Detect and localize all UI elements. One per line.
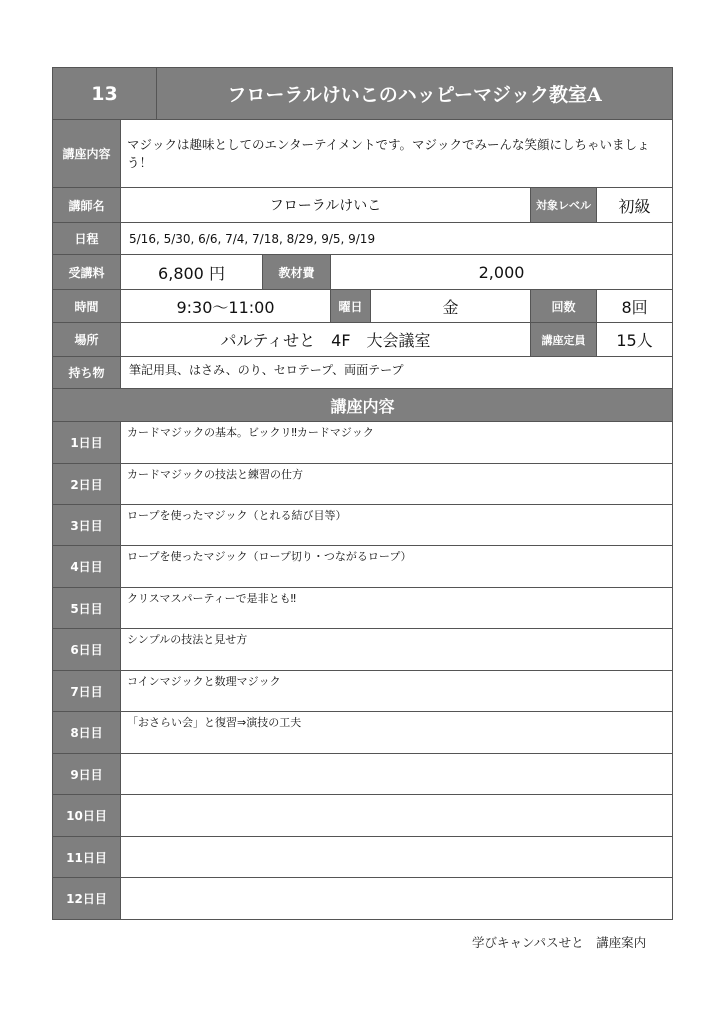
day-row [53,505,673,546]
day-row [53,588,673,629]
weekday-label: 曜日 [331,290,371,323]
bring-value: 筆記用具、はさみ、のり、セロテープ、両面テープ [121,357,673,389]
level-value: 初級 [597,188,673,223]
day-content: クリスマスパーティーで是非とも‼ [121,588,673,629]
fee-label: 受講料 [53,255,121,290]
day-row [53,712,673,754]
level-label: 対象レベル [531,188,597,223]
place-label: 場所 [53,323,121,357]
day-content: コインマジックと数理マジック [121,671,673,712]
schedule-value: 5/16, 5/30, 6/6, 7/4, 7/18, 8/29, 9/5, 9/19 [121,223,673,255]
content-description: マジックは趣味としてのエンターテイメントです。マジックでみーんな笑顔にしちゃいましょう！ [121,120,673,188]
day-label: 9日目 [53,754,121,795]
section-heading: 講座内容 [53,389,673,422]
footer-caption: 学びキャンパスせと 講座案内 [472,935,647,950]
day-label: 4日目 [53,546,121,588]
instructor-label: 講師名 [53,188,121,223]
day-content [121,795,673,837]
day-row [53,422,673,464]
content-label: 講座内容 [53,120,121,188]
course-table [52,67,673,920]
day-row [53,464,673,505]
bring-label: 持ち物 [53,357,121,389]
fee-value: 6,800 円 [121,255,263,290]
count-value: 8回 [597,290,673,323]
day-label: 1日目 [53,422,121,464]
count-label: 回数 [531,290,597,323]
time-label: 時間 [53,290,121,323]
instructor-value: フローラルけいこ [121,188,531,223]
day-row [53,754,673,795]
day-label: 10日目 [53,795,121,837]
day-content: ロープを使ったマジック（とれる結び目等） [121,505,673,546]
course-title: フローラルけいこのハッピーマジック教室A [157,68,673,120]
course-sheet [52,67,672,920]
day-label: 8日目 [53,712,121,754]
day-content [121,878,673,920]
day-row [53,878,673,920]
time-value: 9:30〜11:00 [121,290,331,323]
day-label: 6日目 [53,629,121,671]
day-label: 5日目 [53,588,121,629]
day-content: ロープを使ったマジック（ロープ切り・つながるロープ） [121,546,673,588]
day-content: カードマジックの基本。ビックリ‼カードマジック [121,422,673,464]
day-content: シンプルの技法と見せ方 [121,629,673,671]
course-number: 13 [53,68,157,120]
day-content [121,754,673,795]
day-row [53,546,673,588]
schedule-label: 日程 [53,223,121,255]
day-label: 2日目 [53,464,121,505]
day-label: 7日目 [53,671,121,712]
day-row [53,671,673,712]
day-content: カードマジックの技法と練習の仕方 [121,464,673,505]
day-content: 「おさらい会」と復習⇒演技の工夫 [121,712,673,754]
day-label: 11日目 [53,837,121,878]
weekday-value: 金 [371,290,531,323]
day-row [53,837,673,878]
material-fee-value: 2,000 [331,255,673,290]
material-fee-label: 教材費 [263,255,331,290]
day-content [121,837,673,878]
capacity-label: 講座定員 [531,323,597,357]
capacity-value: 15人 [597,323,673,357]
place-value: パルティせと 4F 大会議室 [121,323,531,357]
day-label: 3日目 [53,505,121,546]
day-row [53,629,673,671]
day-row [53,795,673,837]
day-label: 12日目 [53,878,121,920]
